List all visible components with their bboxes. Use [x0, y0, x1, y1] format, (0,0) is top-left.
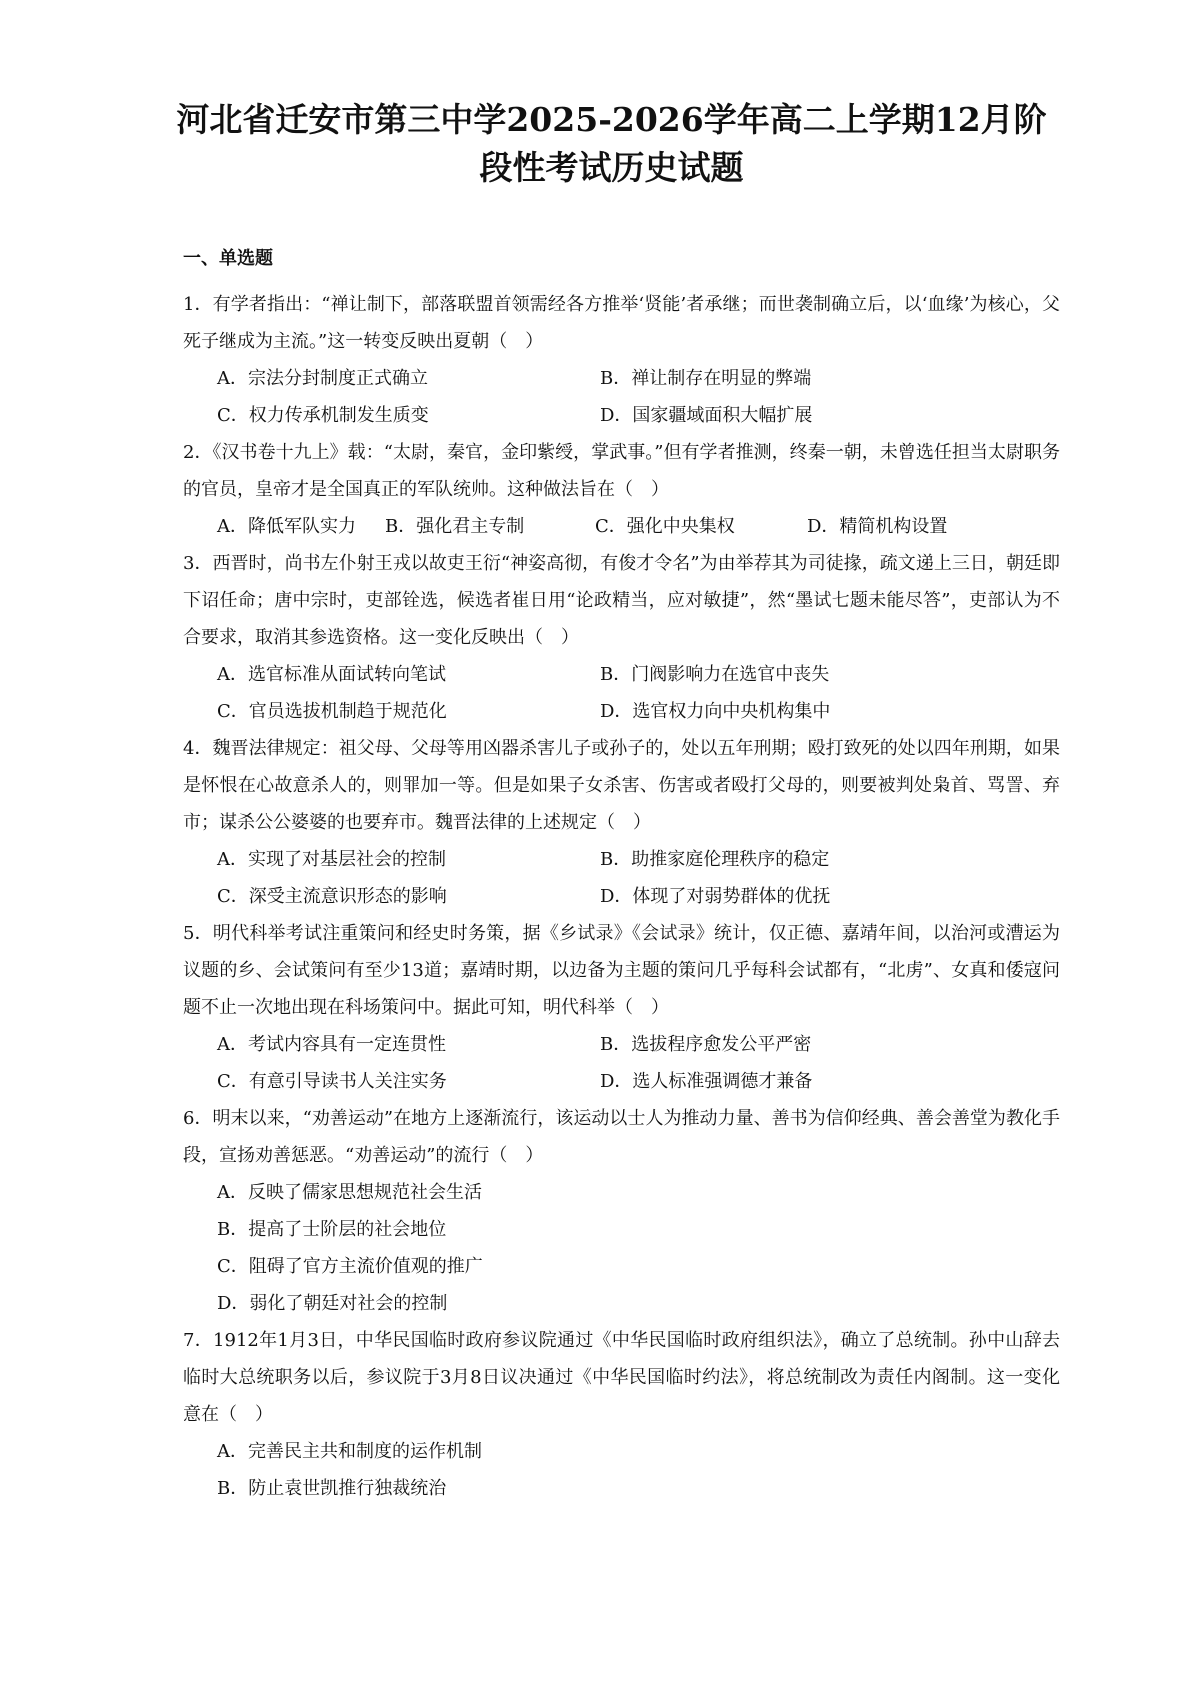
option-c: C．有意引导读书人关注实务 — [217, 1071, 447, 1092]
question-stem: 4．魏晋法律规定：祖父母、父母等用凶器杀害儿子或孙子的，处以五年刑期；殴打致死的处以四年刑期，如果是怀恨在心故意杀人的，则罪加一等。但是如果子女杀害、伤害或者殴打父母的，则要被判处枭首、骂詈、弃市；谋杀公公婆婆的也要弃市。魏晋法律的上述规定（ ） — [183, 738, 1060, 833]
question-2 — [183, 434, 1060, 545]
question-3 — [183, 545, 1060, 730]
option-group — [183, 508, 1060, 545]
option-c: C．权力传承机制发生质变 — [217, 405, 429, 426]
option-b: B．禅让制存在明显的弊端 — [600, 368, 812, 389]
option-a: A．考试内容具有一定连贯性 — [217, 1034, 446, 1055]
option-b: B．选拔程序愈发公平严密 — [600, 1034, 812, 1055]
option-d: D．弱化了朝廷对社会的控制 — [217, 1293, 448, 1314]
option-a: A．宗法分封制度正式确立 — [217, 368, 428, 389]
option-group — [183, 841, 1060, 915]
option-d: D．国家疆域面积大幅扩展 — [600, 405, 813, 426]
title-line-1: 河北省迁安市第三中学2025-2026学年高二上学期12月阶 — [176, 100, 1047, 139]
option-group — [183, 1433, 1060, 1507]
title-line-2: 段性考试历史试题 — [479, 148, 744, 187]
option-d: D．选官权力向中央机构集中 — [600, 701, 831, 722]
option-a: A．实现了对基层社会的控制 — [217, 849, 446, 870]
question-4 — [183, 730, 1060, 915]
option-a: A．降低军队实力 — [217, 516, 356, 537]
option-d: D．体现了对弱势群体的优抚 — [600, 886, 831, 907]
section-heading: 一、单选题 — [183, 248, 273, 269]
question-stem: 7．1912年1月3日，中华民国临时政府参议院通过《中华民国临时政府组织法》，确立了总统制。孙中山辞去临时大总统职务以后，参议院于3月8日议决通过《中华民国临时约法》，将总统制改为责任内阁制。这一变化意在（ ） — [183, 1330, 1060, 1425]
option-b: B．防止袁世凯推行独裁统治 — [217, 1478, 447, 1499]
option-c: C．深受主流意识形态的影响 — [217, 886, 447, 907]
question-stem: 6．明末以来，“劝善运动”在地方上逐渐流行，该运动以士人为推动力量、善书为信仰经典、善会善堂为教化手段，宣扬劝善惩恶。“劝善运动”的流行（ ） — [183, 1108, 1060, 1166]
option-a: A．反映了儒家思想规范社会生活 — [217, 1182, 482, 1203]
question-stem: 1．有学者指出：“禅让制下，部落联盟首领需经各方推举‘贤能’者承继；而世袭制确立后，以‘血缘’为核心，父死子继成为主流。”这一转变反映出夏朝（ ） — [183, 294, 1060, 352]
question-stem: 5．明代科举考试注重策问和经史时务策，据《乡试录》《会试录》统计，仅正德、嘉靖年间，以治河或漕运为议题的乡、会试策问有至少13道；嘉靖时期，以边备为主题的策问几乎每科会试都有，“北虏”、女真和倭寇问题不止一次地出现在科场策问中。据此可知，明代科举（ ） — [183, 923, 1060, 1018]
option-a: A．选官标准从面试转向笔试 — [217, 664, 446, 685]
option-d: D．选人标准强调德才兼备 — [600, 1071, 813, 1092]
option-c: C．强化中央集权 — [595, 516, 735, 537]
option-c: C．阻碍了官方主流价值观的推广 — [217, 1256, 483, 1277]
question-stem: 2．《汉书卷十九上》载：“太尉，秦官，金印紫绶，掌武事。”但有学者推测，终秦一朝，未曾选任担当太尉职务的官员，皇帝才是全国真正的军队统帅。这种做法旨在（ ） — [183, 442, 1060, 500]
question-1 — [183, 286, 1060, 434]
option-d: D．精简机构设置 — [807, 516, 948, 537]
option-c: C．官员选拔机制趋于规范化 — [217, 701, 447, 722]
option-b: B．助推家庭伦理秩序的稳定 — [600, 849, 830, 870]
option-group — [183, 1026, 1060, 1100]
question-6 — [183, 1100, 1060, 1322]
option-group — [183, 360, 1060, 434]
question-5 — [183, 915, 1060, 1100]
option-b: B．提高了士阶层的社会地位 — [217, 1219, 447, 1240]
exam-title — [163, 96, 1060, 192]
option-a: A．完善民主共和制度的运作机制 — [217, 1441, 482, 1462]
option-group — [183, 656, 1060, 730]
option-b: B．门阀影响力在选官中丧失 — [600, 664, 830, 685]
question-7 — [183, 1322, 1060, 1507]
option-b: B．强化君主专制 — [385, 516, 525, 537]
question-stem: 3．西晋时，尚书左仆射王戎以故吏王衍“神姿高彻，有俊才令名”为由举荐其为司徒掾，疏文递上三日，朝廷即下诏任命；唐中宗时，吏部铨选，候选者崔日用“论政精当，应对敏捷”，然“墨试七题未能尽答”，吏部认为不合要求，取消其参选资格。这一变化反映出（ ） — [183, 553, 1060, 648]
option-group — [183, 1174, 1060, 1322]
question-list — [183, 286, 1060, 1507]
